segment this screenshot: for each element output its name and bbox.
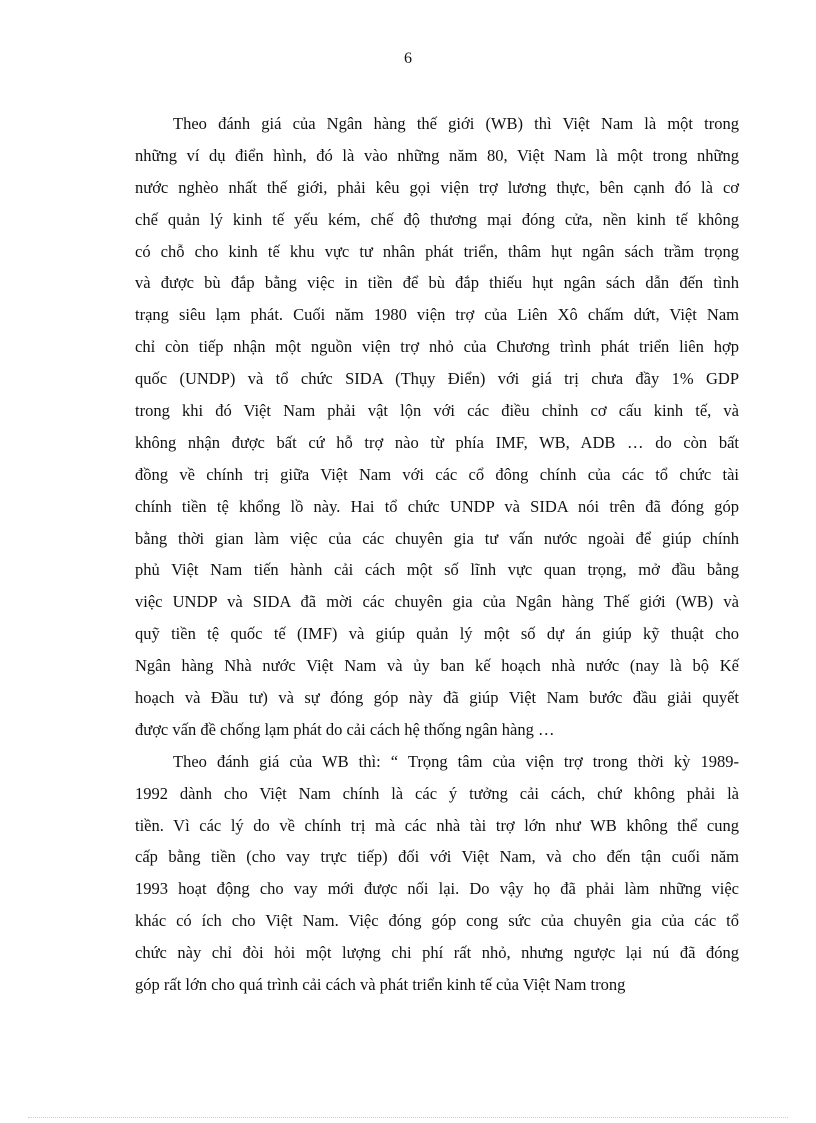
text-line: tiền. Vì các lý do về chính trị mà các nhà tài trợ lớn như WB không thể cung: [135, 815, 739, 835]
text-line: được vấn đề chống lạm phát do cải cách hệ thống ngân hàng …: [135, 719, 555, 739]
text-line: bằng thời gian làm việc của các chuyên gia tư vấn nước ngoài để giúp chính: [135, 528, 739, 548]
text-line: 1992 dành cho Việt Nam chính là các ý tưởng cải cách, chứ không phải là: [135, 783, 739, 803]
text-line: Ngân hàng Nhà nước Việt Nam và ủy ban kế hoạch nhà nước (nay là bộ Kế: [135, 656, 739, 676]
text-line: có chỗ cho kinh tế khu vực tư nhân phát triển, thâm hụt ngân sách trầm trọng: [135, 241, 739, 261]
text-line: trong khi đó Việt Nam phải vật lộn với các điều chỉnh cơ cấu kinh tế, và: [135, 401, 739, 421]
text-line: Theo đánh giá của WB thì: “ Trọng tâm của viện trợ trong thời kỳ 1989-: [173, 751, 739, 771]
text-line: phủ Việt Nam tiến hành cải cách một số lĩnh vực quan trọng, mở đầu bằng: [135, 560, 739, 580]
text-line: những ví dụ điển hình, đó là vào những năm 80, Việt Nam là một trong những: [135, 145, 739, 165]
page-bottom-divider: [28, 1117, 788, 1118]
text-line: khác có ích cho Việt Nam. Việc đóng góp cong sức của chuyên gia của các tổ: [135, 911, 739, 931]
text-line: việc UNDP và SIDA đã mời các chuyên gia của Ngân hàng Thế giới (WB) và: [135, 592, 739, 612]
text-line: hoạch và Đầu tư) và sự đóng góp này đã giúp Việt Nam bước đầu giải quyết: [135, 688, 739, 708]
text-line: chỉ còn tiếp nhận một nguồn viện trợ nhỏ của Chương trình phát triển liên hợp: [135, 337, 739, 357]
paragraph-1: [135, 108, 739, 746]
text-line: quốc (UNDP) và tổ chức SIDA (Thụy Điển) với giá trị chưa đầy 1% GDP: [135, 369, 739, 389]
text-line: 1993 hoạt động cho vay mới được nối lại. Do vậy họ đã phải làm những việc: [135, 879, 739, 899]
body-text: [135, 108, 739, 1001]
page-number: 6: [404, 50, 412, 67]
text-line: Theo đánh giá của Ngân hàng thế giới (WB) thì Việt Nam là một trong: [173, 114, 739, 133]
text-line: chính tiền tệ khổng lồ này. Hai tổ chức UNDP và SIDA nói trên đã đóng góp: [135, 496, 739, 516]
text-line: nước nghèo nhất thế giới, phải kêu gọi viện trợ lương thực, bên cạnh đó là cơ: [135, 177, 739, 197]
text-line: trạng siêu lạm phát. Cuối năm 1980 viện trợ của Liên Xô chấm dứt, Việt Nam: [135, 305, 739, 325]
text-line: và được bù đắp bằng việc in tiền để bù đắp thiếu hụt ngân sách dẫn đến tình: [135, 273, 739, 293]
text-line: đồng về chính trị giữa Việt Nam với các cổ đông chính của các tổ chức tài: [135, 464, 739, 484]
paragraph-2: [135, 746, 739, 1001]
text-line: chức này chỉ đòi hỏi một lượng chi phí rất nhỏ, nhưng ngược lại nú đã đóng: [135, 943, 739, 963]
text-line: góp rất lớn cho quá trình cải cách và phát triển kinh tế của Việt Nam trong: [135, 975, 626, 995]
text-line: chế quản lý kinh tế yếu kém, chế độ thương mại đóng cửa, nền kinh tế không: [135, 209, 739, 229]
text-line: quỹ tiền tệ quốc tế (IMF) và giúp quản lý một số dự án giúp kỹ thuật cho: [135, 624, 739, 644]
text-line: không nhận được bất cứ hỗ trợ nào từ phía IMF, WB, ADB … do còn bất: [135, 432, 739, 452]
text-line: cấp bằng tiền (cho vay trực tiếp) đối với Việt Nam, và cho đến tận cuối năm: [135, 847, 739, 867]
